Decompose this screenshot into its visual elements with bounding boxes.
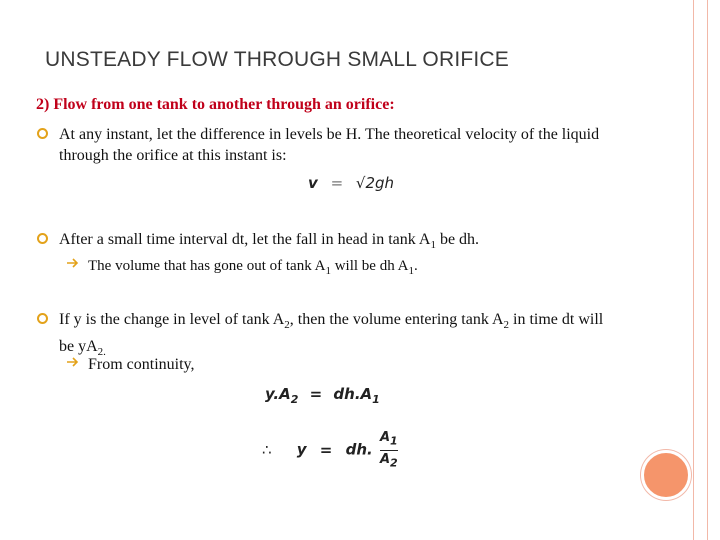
- bullet-text: [59, 124, 599, 166]
- arrow-bullet-icon: [66, 357, 80, 367]
- equation-result: [262, 430, 398, 470]
- equation-equals: =: [319, 440, 333, 459]
- fraction-bar: [380, 450, 398, 451]
- circle-bullet-icon: [37, 128, 48, 139]
- sub-bullet-text-part: will be dh A: [330, 258, 409, 274]
- fraction-numerator: [380, 430, 398, 449]
- bullet-text-part: be dh.: [435, 231, 480, 248]
- equation-equals: =: [309, 385, 323, 403]
- bullet-text-part: , then the volume entering tank A: [289, 311, 504, 328]
- equation-rhs: dh.A: [333, 385, 373, 403]
- bullet-text-part: in time dt will: [509, 311, 604, 328]
- decorative-line-right: [707, 0, 708, 540]
- arrow-bullet-icon: [66, 258, 80, 268]
- subscript: 2: [290, 393, 299, 406]
- bullet-text-part: be yA: [59, 338, 98, 356]
- therefore-symbol: ∴: [262, 440, 272, 459]
- bullet-line-1: At any instant, let the difference in levels be H. The theoretical velocity of the liquid: [59, 126, 600, 143]
- equation-equals: =: [330, 174, 344, 192]
- subscript: 1: [372, 393, 380, 406]
- equation-rhs: √2gh: [355, 174, 395, 192]
- circle-bullet-icon: [37, 233, 48, 244]
- subscript: 1: [325, 265, 331, 277]
- decorative-circle-icon: [641, 450, 691, 500]
- equation-continuity: [265, 385, 380, 406]
- numerator-symbol: A: [379, 430, 391, 445]
- bullet-text-part: If y is the change in level of tank A: [59, 311, 285, 328]
- bullet-text: [59, 229, 479, 256]
- equation-lhs: y.A: [265, 385, 291, 403]
- subscript: 1: [408, 265, 414, 277]
- subscript: 1: [430, 239, 436, 252]
- denominator-symbol: A: [379, 451, 391, 467]
- subscript: 2: [503, 319, 509, 332]
- subscript: 2.: [97, 346, 106, 359]
- bullet-line-2: through the orifice at this instant is:: [59, 147, 287, 164]
- equation-rhs: dh.: [345, 440, 373, 459]
- section-heading: 2) Flow from one tank to another through an orifice:: [36, 96, 395, 113]
- circle-bullet-icon: [37, 313, 48, 324]
- subscript: 2: [390, 456, 398, 470]
- equation-lhs: v: [308, 174, 318, 192]
- equation-lhs: y: [296, 440, 307, 459]
- sub-bullet-text: From continuity,: [88, 356, 195, 373]
- bullet-text-part: After a small time interval dt, let the fall in head in tank A: [59, 231, 431, 248]
- sub-bullet-text: [88, 256, 418, 281]
- fraction-denominator: [380, 452, 398, 471]
- subscript: 1: [390, 434, 398, 448]
- equation-velocity: [308, 174, 394, 192]
- subscript: 2: [284, 319, 290, 332]
- fraction: [380, 430, 398, 470]
- decorative-line-left: [693, 0, 694, 540]
- sub-bullet-text-part: .: [413, 258, 418, 274]
- sub-bullet-text-part: The volume that has gone out of tank A: [88, 258, 326, 274]
- slide-title: UNSTEADY FLOW THROUGH SMALL ORIFICE: [45, 48, 510, 71]
